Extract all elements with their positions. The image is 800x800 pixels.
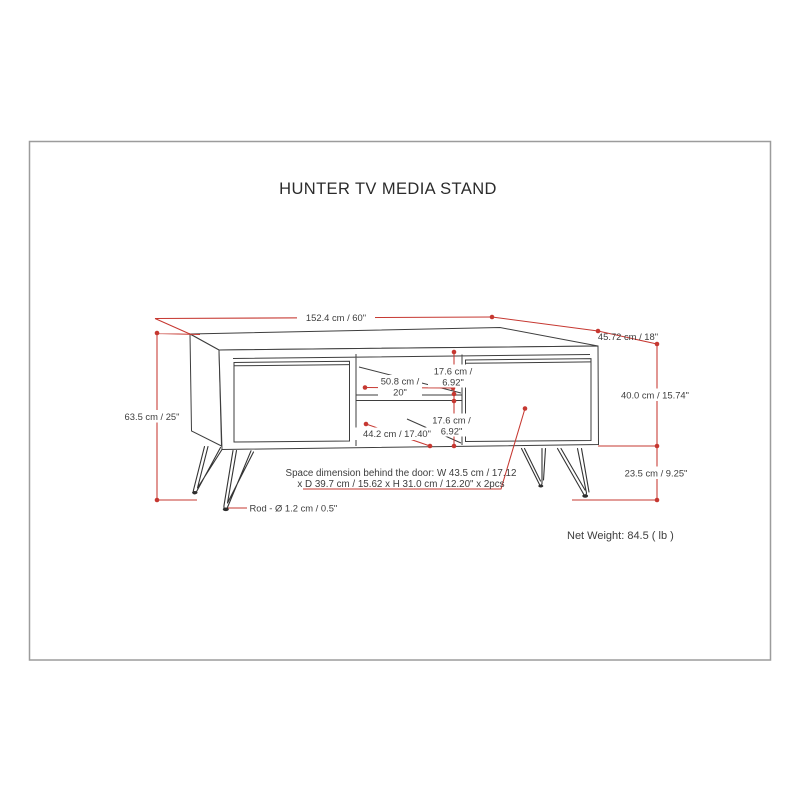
net-weight-label: Net Weight: 84.5 ( lb ) (567, 530, 674, 542)
lower-shelf-height-label-1: 17.6 cm / (432, 414, 471, 426)
left-door (234, 361, 350, 442)
right-door (466, 359, 592, 442)
dimension-dot (490, 315, 495, 320)
dimension-dot (364, 422, 369, 427)
dimension-dot (428, 444, 433, 449)
space-behind-door-note-line2: x D 39.7 cm / 15.62 x H 31.0 cm / 12.20" x 2pcs (297, 479, 505, 490)
dimension-dot (155, 331, 160, 336)
back-right-leg (522, 449, 546, 486)
dimension-dot (655, 342, 660, 347)
back-right-leg-foot (538, 485, 543, 488)
space-behind-door-note-line1: Space dimension behind the door: W 43.5 cm / 17.12 (285, 468, 517, 479)
dimension-dot (452, 392, 457, 397)
dimension-dot (452, 444, 457, 449)
upper-shelf-width-label-1: 50.8 cm / (380, 375, 420, 387)
back-left-leg-foot (192, 491, 197, 494)
cabinet-height-label: 40.0 cm / 15.74" (621, 389, 689, 401)
width-dimension-label: 152.4 cm / 60" (305, 311, 367, 323)
dimension-dot (655, 444, 660, 449)
dimension-dot (155, 498, 160, 503)
dimension-dot (452, 350, 457, 355)
upper-shelf-height-label-2: 6.92" (442, 376, 464, 388)
depth-dimension-label: 45.72 cm / 18" (597, 331, 659, 342)
dimension-dot (655, 498, 660, 503)
upper-shelf-width-label-2: 20" (393, 386, 407, 398)
dimension-dot (523, 406, 528, 411)
back-left-leg (193, 447, 222, 494)
front-left-leg-foot (223, 508, 229, 512)
front-right-leg (558, 449, 590, 496)
rod-diameter-label: Rod - Ø 1.2 cm / 0.5" (249, 502, 338, 514)
lower-shelf-width-label: 44.2 cm / 17.40" (363, 427, 431, 439)
leg-height-label: 23.5 cm / 9.25" (624, 467, 688, 479)
front-left-leg (224, 451, 254, 510)
overall-height-label: 63.5 cm / 25" (124, 410, 180, 422)
cabinet-left-face (190, 334, 222, 446)
upper-shelf-height-label-1: 17.6 cm / (433, 365, 473, 377)
dimension-dot (452, 399, 457, 404)
dimension-dot (363, 385, 368, 390)
page-title: HUNTER TV MEDIA STAND (279, 180, 497, 198)
lower-shelf-height-label-2: 6.92" (440, 425, 463, 437)
front-right-leg-foot (582, 494, 588, 497)
